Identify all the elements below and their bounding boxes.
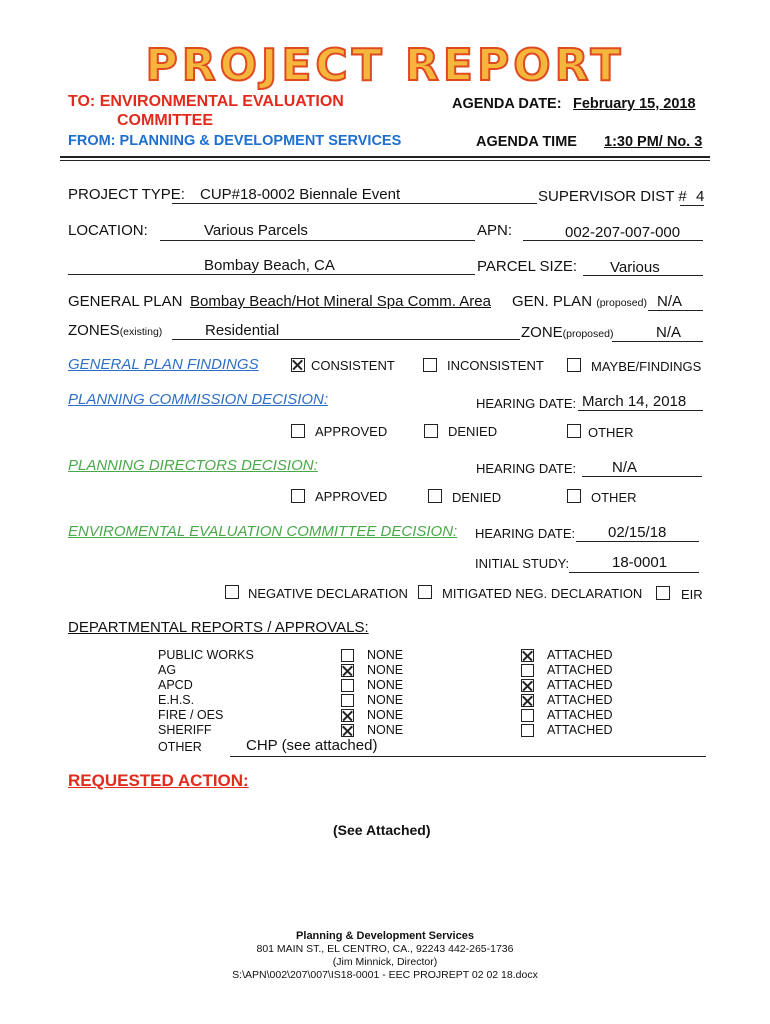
project-type-value: CUP#18-0002 Biennale Event bbox=[200, 186, 401, 203]
dept-name: E.H.S. bbox=[158, 693, 195, 707]
public-works-attached-checkbox[interactable] bbox=[521, 649, 534, 662]
location-label: LOCATION: bbox=[68, 222, 148, 239]
eec-decision-label: ENVIROMENTAL EVALUATION COMMITTEE DECISION: bbox=[68, 523, 458, 540]
mitigated-declaration-checkbox[interactable] bbox=[418, 585, 432, 599]
planning-directors-label: PLANNING DIRECTORS DECISION: bbox=[68, 457, 318, 474]
general-plan-findings-label: GENERAL PLAN FINDINGS bbox=[68, 356, 259, 373]
location-value: Various Parcels bbox=[204, 222, 308, 239]
report-banner: PROJECT REPORT bbox=[145, 40, 625, 91]
to-line-1: TO: ENVIRONMENTAL EVALUATION bbox=[68, 93, 344, 110]
to-line-2: COMMITTEE bbox=[117, 112, 213, 129]
footer-department: Planning & Development Services bbox=[296, 930, 474, 942]
pc-approved-checkbox[interactable] bbox=[291, 424, 305, 438]
requested-action-title: REQUESTED ACTION: bbox=[68, 771, 249, 790]
sheriff-attached-checkbox[interactable] bbox=[521, 724, 534, 737]
planning-commission-label: PLANNING COMMISSION DECISION: bbox=[68, 391, 329, 408]
apcd-none-checkbox[interactable] bbox=[341, 679, 354, 692]
apcd-attached-checkbox[interactable] bbox=[521, 679, 534, 692]
dept-name: SHERIFF bbox=[158, 723, 212, 737]
mitigated-declaration-label: MITIGATED NEG. DECLARATION bbox=[442, 586, 643, 601]
attached-labels: ATTACHED ATTACHED ATTACHED ATTACHED ATTACHED ATTACHED bbox=[547, 648, 613, 737]
fire-attached-checkbox[interactable] bbox=[521, 709, 534, 722]
other-dept-label: OTHER bbox=[158, 740, 202, 754]
dept-name: PUBLIC WORKS bbox=[158, 648, 254, 662]
initial-study-value: 18-0001 bbox=[612, 554, 668, 571]
ag-none-checkbox[interactable] bbox=[341, 664, 354, 677]
maybe-findings-checkbox[interactable] bbox=[567, 358, 581, 372]
requested-action-body: (See Attached) bbox=[333, 822, 431, 838]
zones-value: Residential bbox=[205, 322, 280, 339]
sheriff-none-checkbox[interactable] bbox=[341, 724, 354, 737]
pd-denied-checkbox[interactable] bbox=[428, 489, 442, 503]
none-labels: NONE NONE NONE NONE NONE NONE bbox=[367, 648, 404, 737]
negative-declaration-label: NEGATIVE DECLARATION bbox=[248, 586, 408, 601]
apn-label: APN: bbox=[477, 222, 513, 239]
pc-hearing-value: March 14, 2018 bbox=[582, 393, 687, 410]
dept-name: AG bbox=[158, 663, 177, 677]
eec-hearing-label: HEARING DATE: bbox=[475, 526, 576, 541]
pd-hearing-label: HEARING DATE: bbox=[476, 461, 577, 476]
parcel-size-value: Various bbox=[610, 259, 660, 276]
other-dept-value: CHP (see attached) bbox=[246, 737, 378, 754]
pd-approved-label: APPROVED bbox=[315, 489, 388, 504]
departmental-reports-title: DEPARTMENTAL REPORTS / APPROVALS: bbox=[68, 619, 369, 636]
eir-label: EIR bbox=[681, 587, 703, 602]
negative-declaration-checkbox[interactable] bbox=[225, 585, 239, 599]
eir-checkbox[interactable] bbox=[656, 586, 670, 600]
footer-address: 801 MAIN ST., EL CENTRO, CA., 92243 442-265-1736 bbox=[256, 943, 514, 955]
agenda-time-label: AGENDA TIME bbox=[476, 134, 577, 150]
eec-hearing-value: 02/15/18 bbox=[608, 524, 667, 541]
pc-hearing-label: HEARING DATE: bbox=[476, 396, 577, 411]
pd-other-checkbox[interactable] bbox=[567, 489, 581, 503]
zone-proposed-label: ZONE(proposed) bbox=[521, 324, 614, 341]
header-rule bbox=[60, 156, 710, 158]
dept-name: FIRE / OES bbox=[158, 708, 224, 722]
general-plan-value: Bombay Beach/Hot Mineral Spa Comm. Area bbox=[190, 293, 491, 310]
agenda-date: February 15, 2018 bbox=[573, 96, 696, 112]
gen-plan-proposed-label: GEN. PLAN (proposed) bbox=[512, 293, 647, 310]
gen-plan-proposed-value: N/A bbox=[657, 293, 683, 310]
pc-approved-label: APPROVED bbox=[315, 424, 388, 439]
dept-name: APCD bbox=[158, 678, 193, 692]
zone-proposed-value: N/A bbox=[656, 324, 682, 341]
pc-denied-label: DENIED bbox=[448, 424, 498, 439]
pc-other-checkbox[interactable] bbox=[567, 424, 581, 438]
initial-study-label: INITIAL STUDY: bbox=[475, 556, 570, 571]
public-works-none-checkbox[interactable] bbox=[341, 649, 354, 662]
pd-hearing-value: N/A bbox=[612, 459, 638, 476]
general-plan-label: GENERAL PLAN bbox=[68, 293, 183, 310]
fire-none-checkbox[interactable] bbox=[341, 709, 354, 722]
pd-denied-label: DENIED bbox=[452, 490, 502, 505]
agenda-date-label: AGENDA DATE: bbox=[452, 96, 562, 112]
pc-denied-checkbox[interactable] bbox=[424, 424, 438, 438]
pd-approved-checkbox[interactable] bbox=[291, 489, 305, 503]
footer-director: (Jim Minnick, Director) bbox=[332, 956, 438, 968]
inconsistent-label: INCONSISTENT bbox=[447, 358, 544, 373]
parcel-size-label: PARCEL SIZE: bbox=[477, 258, 578, 275]
consistent-label: CONSISTENT bbox=[311, 358, 395, 373]
pd-other-label: OTHER bbox=[591, 490, 637, 505]
zones-label: ZONES(existing) bbox=[68, 322, 163, 339]
inconsistent-checkbox[interactable] bbox=[423, 358, 437, 372]
consistent-checkbox[interactable] bbox=[291, 358, 305, 372]
from-line: FROM: PLANNING & DEVELOPMENT SERVICES bbox=[68, 133, 402, 149]
footer-file-path: S:\APN\002\207\007\IS18-0001 - EEC PROJREPT 02 02 18.docx bbox=[232, 969, 538, 981]
supervisor-label: SUPERVISOR DIST # bbox=[538, 188, 687, 205]
ehs-none-checkbox[interactable] bbox=[341, 694, 354, 707]
dept-names bbox=[158, 648, 254, 738]
location-value-2: Bombay Beach, CA bbox=[204, 257, 335, 274]
ehs-attached-checkbox[interactable] bbox=[521, 694, 534, 707]
header-rule-2 bbox=[60, 160, 710, 161]
project-type-label: PROJECT TYPE: bbox=[68, 186, 185, 203]
ag-attached-checkbox[interactable] bbox=[521, 664, 534, 677]
agenda-time: 1:30 PM/ No. 3 bbox=[604, 134, 703, 150]
maybe-findings-label: MAYBE/FINDINGS bbox=[591, 359, 702, 374]
apn-value: 002-207-007-000 bbox=[565, 224, 681, 241]
pc-other-label: OTHER bbox=[588, 425, 634, 440]
supervisor-value: 4 bbox=[696, 188, 705, 205]
